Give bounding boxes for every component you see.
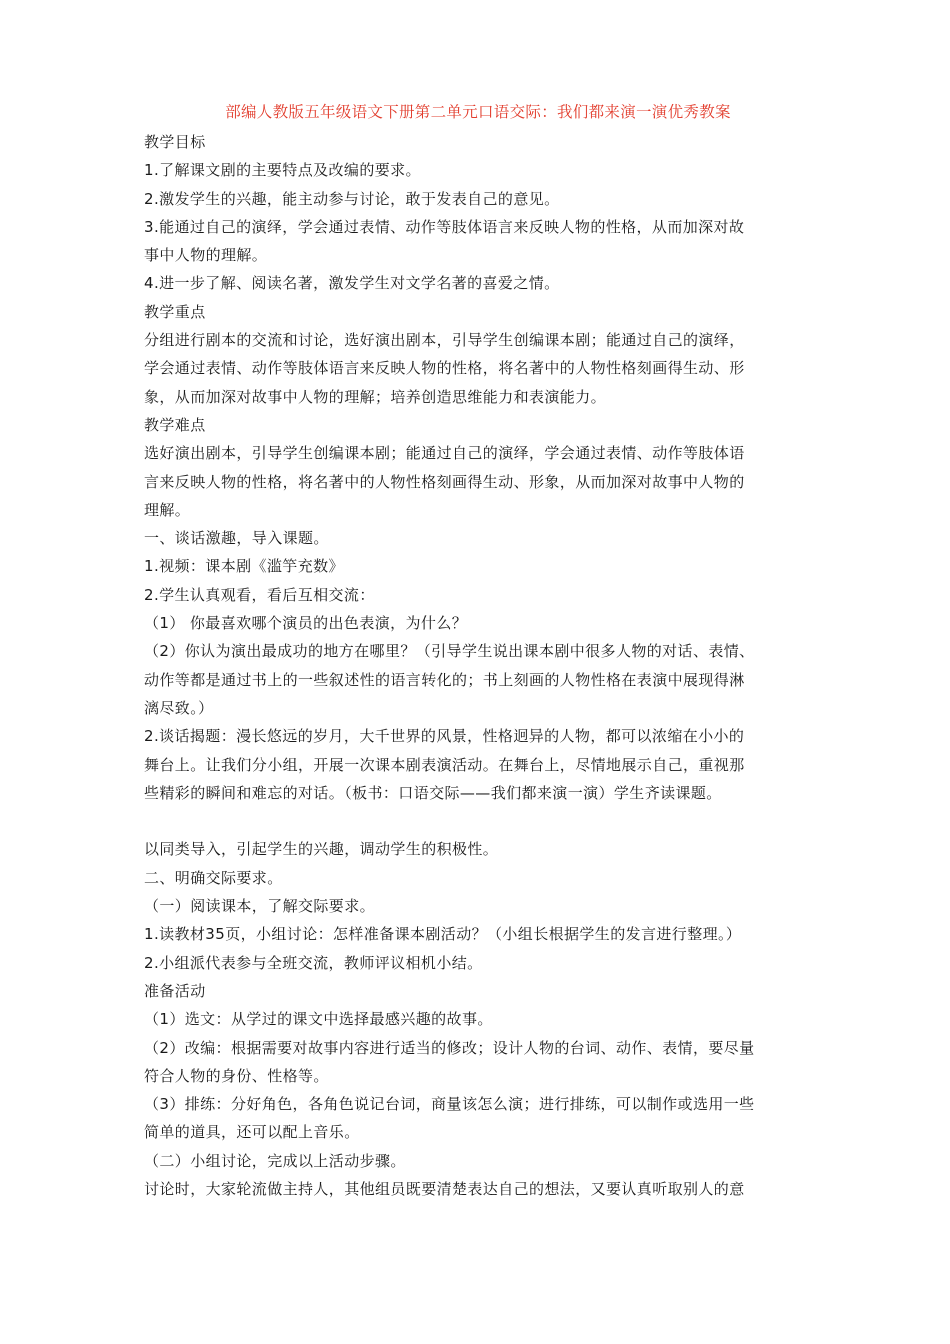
text-line: 简单的道具，还可以配上音乐。	[144, 1123, 360, 1142]
text-line: （3）排练：分好角色，各角色说记台词，商量该怎么演；进行排练，可以制作或选用一些	[144, 1095, 755, 1114]
text-line: 以同类导入，引起学生的兴趣，调动学生的积极性。	[144, 840, 499, 859]
text-line: 2.小组派代表参与全班交流，教师评议相机小结。	[144, 953, 483, 972]
text-line: 4.进一步了解、阅读名著，激发学生对文学名著的喜爱之情。	[144, 274, 560, 293]
text-line: 漓尽致。）	[144, 698, 214, 717]
text-line: 教学重点	[144, 302, 206, 321]
text-line: 准备活动	[144, 981, 206, 1000]
text-line: （一）阅读课本，了解交际要求。	[144, 897, 376, 916]
text-line: 舞台上。让我们分小组，开展一次课本剧表演活动。在舞台上，尽情地展示自己，重视那	[144, 755, 745, 774]
text-line: 二、明确交际要求。	[144, 868, 283, 887]
text-line: 教学目标	[144, 133, 206, 151]
text-line: （2）你认为演出最成功的地方在哪里？（引导学生说出课本剧中很多人物的对话、表情、	[144, 642, 755, 661]
text-line: 选好演出剧本，引导学生创编课本剧；能通过自己的演绎，学会通过表情、动作等肢体语	[144, 444, 745, 463]
text-line: 1.了解课文剧的主要特点及改编的要求。	[144, 161, 421, 180]
text-line: 一、谈话激趣，导入课题。	[144, 529, 329, 548]
text-line: （2）改编：根据需要对故事内容进行适当的修改；设计人物的台词、动作、表情，要尽量	[144, 1038, 755, 1057]
text-line: 些精彩的瞬间和难忘的对话。（板书：口语交际——我们都来演一演）学生齐读课题。	[144, 783, 722, 802]
text-line: （1）选文：从学过的课文中选择最感兴趣的故事。	[144, 1010, 493, 1029]
text-line: 1.读教材35页，小组讨论：怎样准备课本剧活动？（小组长根据学生的发言进行整理。）	[144, 925, 742, 944]
text-line: 2.谈话揭题：漫长悠远的岁月，大千世界的风景，性格迥异的人物，都可以浓缩在小小的	[144, 727, 745, 746]
text-line: 1.视频：课本剧《滥竽充数》	[144, 557, 344, 576]
text-line: （1） 你最喜欢哪个演员的出色表演，为什么？	[144, 614, 468, 633]
document-body	[144, 128, 812, 1203]
text-line: 理解。	[144, 500, 191, 519]
text-line: 讨论时，大家轮流做主持人，其他组员既要清楚表达自己的想法，又要认真听取别人的意	[144, 1179, 745, 1198]
text-line: 事中人物的理解。	[144, 246, 268, 265]
text-line: 2.学生认真观看，看后互相交流：	[144, 585, 375, 604]
text-line: 象，从而加深对故事中人物的理解；培养创造思维能力和表演能力。	[144, 387, 607, 406]
text-line: 言来反映人物的性格，将名著中的人物性格刻画得生动、形象，从而加深对故事中人物的	[144, 472, 745, 491]
text-line: 动作等都是通过书上的一些叙述性的语言转化的；书上刻画的人物性格在表演中展现得淋	[144, 670, 745, 689]
text-line: 3.能通过自己的演绎，学会通过表情、动作等肢体语言来反映人物的性格，从而加深对故	[144, 217, 745, 236]
text-line: 分组进行剧本的交流和讨论，选好演出剧本，引导学生创编课本剧；能通过自己的演绎，	[144, 331, 745, 350]
blank-line	[144, 807, 812, 835]
text-line: 符合人物的身份、性格等。	[144, 1066, 329, 1085]
document-title: 部编人教版五年级语文下册第二单元口语交际：我们都来演一演优秀教案	[225, 103, 731, 121]
document-page	[144, 96, 812, 1203]
text-line: 教学难点	[144, 415, 206, 434]
text-line: 学会通过表情、动作等肢体语言来反映人物的性格，将名著中的人物性格刻画得生动、形	[144, 359, 745, 378]
text-line: 2.激发学生的兴趣，能主动参与讨论，敢于发表自己的意见。	[144, 189, 560, 208]
text-line: （二）小组讨论，完成以上活动步骤。	[144, 1151, 406, 1170]
